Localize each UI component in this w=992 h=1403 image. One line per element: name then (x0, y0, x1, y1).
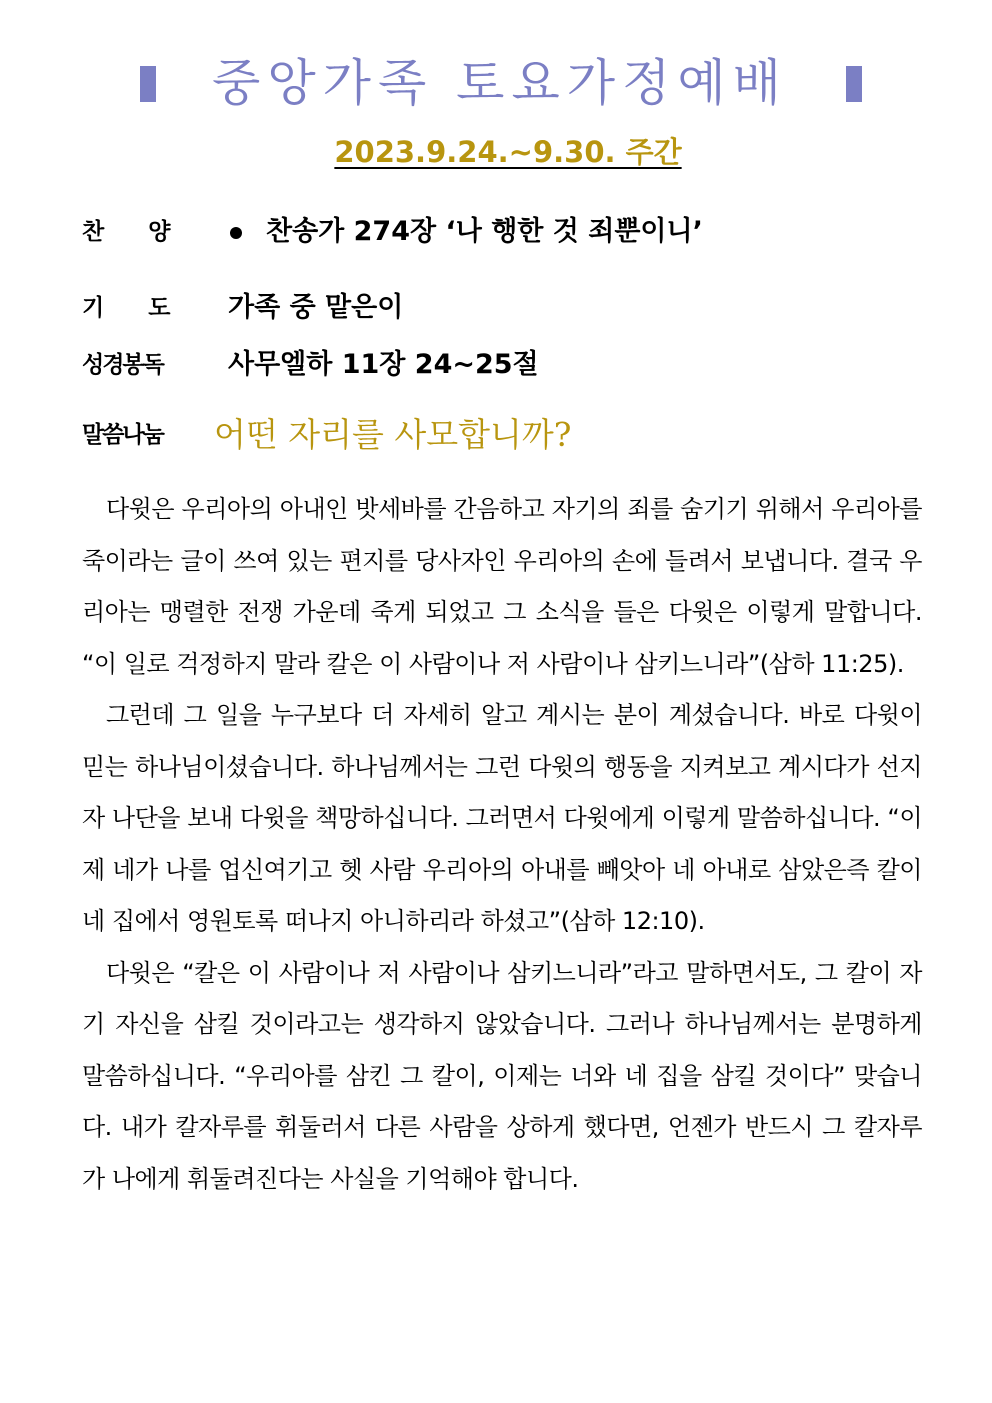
body-paragraph-3: 다윗은 “칼은 이 사람이나 저 사람이나 삼키느니라”라고 말하면서도, 그 칼이 자기 자신을 삼킬 것이라고는 생각하지 않았습니다. 그러나 하나님께서는 분명하게 말씀하십니다. “우리아를 삼킨 그 칼이, 이제는 너와 네 집을 삼킬 것이다” 맞습니다. 내가 칼자루를 휘둘러서 다른 사람을 상하게 했다면, 언젠가 반드시 그 칼자루가 나에게 휘둘려진다는 사실을 기억해야 합니다. (82, 958, 922, 1193)
reading-label: 성경봉독 (82, 352, 163, 378)
reading-value: 사무엘하 11장 24~25절 (228, 349, 539, 380)
week-text: 2023.9.24.~9.30. 주간 (334, 135, 682, 169)
prayer-value: 가족 중 맡은이 (228, 292, 404, 323)
sermon-label: 말씀나눔 (82, 422, 163, 448)
page-title: 중앙가족 토요가정예배 (212, 54, 788, 112)
sermon-body (82, 484, 922, 1205)
title-row (0, 48, 992, 118)
bullet-icon (230, 227, 242, 239)
hymn-label: 찬양 (82, 219, 215, 245)
title-bar-left-decoration (140, 66, 156, 102)
prayer-label: 기도 (82, 295, 215, 321)
sermon-title: 어떤 자리를 사모합니까? (214, 415, 572, 454)
week-subtitle (0, 130, 992, 174)
hymn-value: 찬송가 274장 ‘나 행한 것 죄뿐이니’ (266, 216, 703, 247)
title-bar-right-decoration (846, 66, 862, 102)
body-paragraph-1: 다윗은 우리아의 아내인 밧세바를 간음하고 자기의 죄를 숨기기 위해서 우리아를 죽이라는 글이 쓰여 있는 편지를 당사자인 우리아의 손에 들려서 보냅니다. 결국 우리아는 맹렬한 전쟁 가운데 죽게 되었고 그 소식을 들은 다윗은 이렇게 말합니다. “이 일로 걱정하지 말라 칼은 이 사람이나 저 사람이나 삼키느니라”(삼하 11:25). (82, 495, 922, 678)
body-paragraph-2: 그런데 그 일을 누구보다 더 자세히 알고 계시는 분이 계셨습니다. 바로 다윗이 믿는 하나님이셨습니다. 하나님께서는 그런 다윗의 행동을 지켜보고 계시다가 선지자 나단을 보내 다윗을 책망하십니다. 그러면서 다윗에게 이렇게 말씀하십니다. “이제 네가 나를 업신여기고 헷 사람 우리아의 아내를 빼앗아 네 아내로 삼았은즉 칼이 네 집에서 영원토록 떠나지 아니하리라 하셨고”(삼하 12:10). (82, 701, 922, 935)
